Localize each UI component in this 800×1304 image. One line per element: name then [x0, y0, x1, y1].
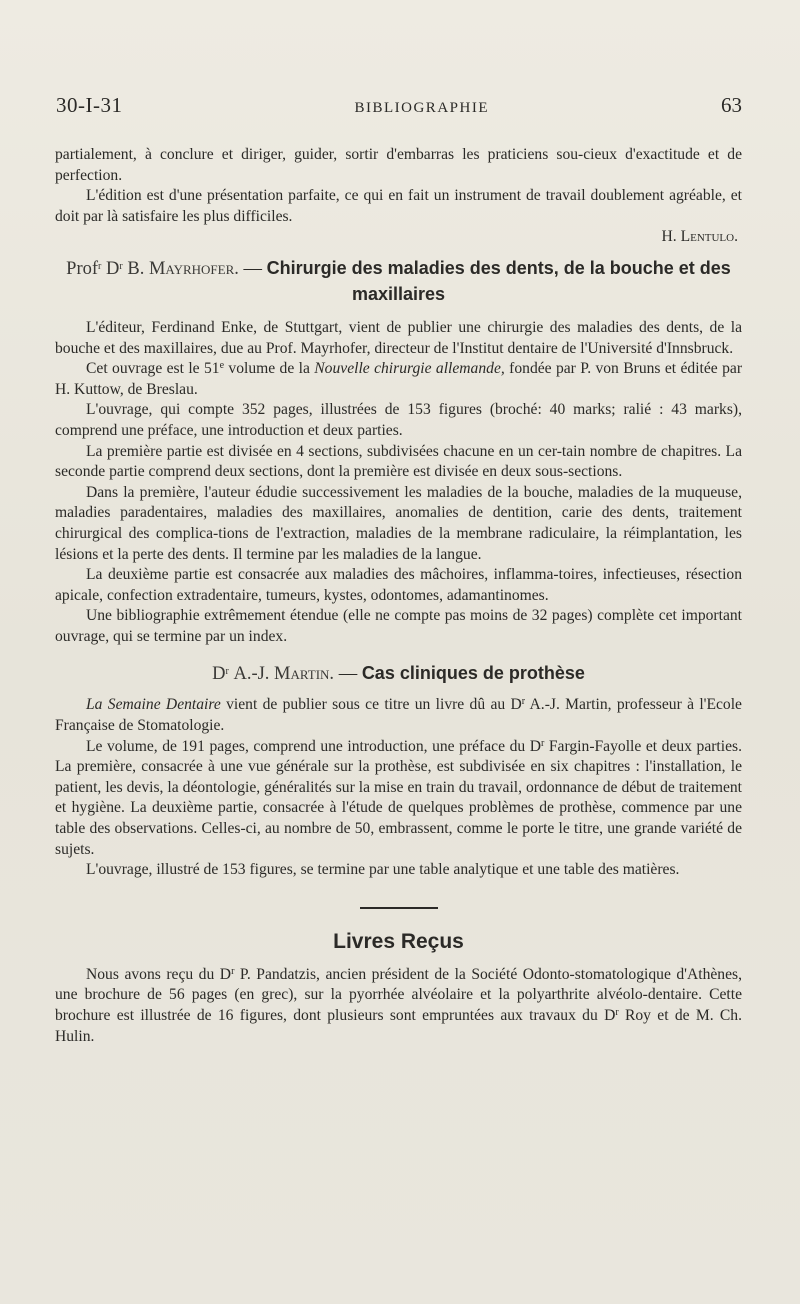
review-author: Prof$^r$ $D^r$ B. Mayrhofer. — [66, 258, 239, 279]
received-paragraph: Nous avons reçu du $D^r$ P. Pandatzis, ancien président de la Société Odonto-stomatologique d'Athènes, une brochure de 56 pages (en grec), sur la pyorrhée alvéolaire et la polyarthrite alvéolo-dentaire. Cette brochure est illustrée de 16 figures, dont plusieurs sont empruntées aux travaux du $D^r$ Roy et de M. Ch. Hulin. — [55, 965, 742, 1045]
review-signature: H. Lentulo. — [661, 228, 738, 246]
review2-paragraph-3: L'ouvrage, illustré de 153 figures, se termine par une table analytique et une table des matières. — [86, 861, 680, 879]
review1-paragraph-6: La deuxième partie est consacrée aux maladies des mâchoires, inflamma-toires, infectieuses, résection apicale, confection extradentaire, tumeurs, kystes, odontomes, adamantinomes. — [55, 566, 742, 604]
intro-paragraph-2: L'édition est d'une présentation parfaite, ce qui en fait un instrument de travail doublement agréable, et doit par là satisfaire les plus difficiles. — [55, 187, 742, 225]
book-series-title: Nouvelle chirurgie allemande, — [314, 360, 505, 378]
received-books-heading: Livres Reçus — [333, 929, 464, 953]
review2-paragraph-2: Le volume, de 191 pages, comprend une introduction, une préface du $D^r$ Fargin-Fayolle et deux parties. La première, consacrée à une vue générale sur la prothèse, est subdivisée en six chapitres : l'installation, le patient, les devis, la déontologie, généralités sur la mise en train du travail, ordonnance de début de traitement et hygiène. La deuxième partie, consacrée à l'étude de quelques problèmes de prothèse, commence par une table des observations. Celles-ci, au nombre de 50, embrassent, comme le porte le titre, une grande variété de sujets. — [55, 737, 742, 858]
review-title: Chirurgie des maladies des dents, de la bouche et des maxillaires — [266, 257, 731, 304]
review2-paragraph-1: La Semaine Dentaire vient de publier sous ce titre un livre dû au $D^r$ A.-J. Martin, professeur à l'Ecole Française de Stomatologie. — [55, 696, 742, 735]
review-heading-mayrhofer: Prof$^r$ $D^r$ B. Mayrhofer. — Chirurgie des maladies des dents, de la bouche et des maxillaires — [66, 257, 731, 304]
review1-paragraph-4: La première partie est divisée en 4 sections, subdivisées chacune en un cer-tain nombre de chapitres. La seconde partie comprend deux sections, dont la première est divisée en deux sous-sections. — [55, 442, 742, 481]
review-heading-martin: $D^r$ A.-J. Martin. — Cas cliniques de prothèse — [212, 663, 585, 685]
review-author: $D^r$ A.-J. Martin. — [212, 664, 335, 685]
page-body — [55, 145, 742, 1047]
header-date: 30-I-31 — [56, 93, 123, 117]
running-head — [56, 93, 742, 123]
page-number: 63 — [720, 93, 742, 117]
review1-paragraph-5: Dans la première, l'auteur édudie successivement les maladies de la bouche, maladies de la muqueuse, maladies paradentaires, maladies des maxillaires, anomalies de dentition, carie des dents, traitement chirurgical des complica-tions de l'extraction, maladies de la membrane radiculaire, la réimplantation, les lésions et la perte des dents. Il termine par les maladies de la langue. — [55, 483, 742, 563]
header-section-title: BIBLIOGRAPHIE — [354, 100, 489, 116]
review-title: Cas cliniques de prothèse — [361, 663, 585, 684]
review1-paragraph-3: L'ouvrage, qui compte 352 pages, illustrées de 153 figures (broché: 40 marks; ralié : 43 marks), comprend une préface, une introduction et deux parties. — [55, 401, 742, 439]
review1-paragraph-1: L'éditeur, Ferdinand Enke, de Stuttgart, vient de publier une chirurgie des maladies des dents, de la bouche et des maxillaires, due au Prof. Mayrhofer, directeur de l'Institut dentaire de l'Université d'Innsbruck. — [55, 318, 742, 357]
section-divider — [360, 907, 438, 909]
publisher-title: La Semaine Dentaire — [86, 696, 221, 714]
review1-paragraph-2: Cet ouvrage est le 51e volume de la Nouvelle chirurgie allemande, fondée par P. von Bruns et éditée par H. Kuttow, de Breslau. — [55, 360, 743, 398]
review1-paragraph-7: Une bibliographie extrêmement étendue (elle ne compte pas moins de 32 pages) complète cet important ouvrage, qui se termine par un index. — [55, 607, 742, 645]
intro-paragraph-1: partialement, à conclure et diriger, guider, sortir d'embarras les praticiens sou-cieux d'exactitude et de perfection. — [55, 146, 742, 184]
